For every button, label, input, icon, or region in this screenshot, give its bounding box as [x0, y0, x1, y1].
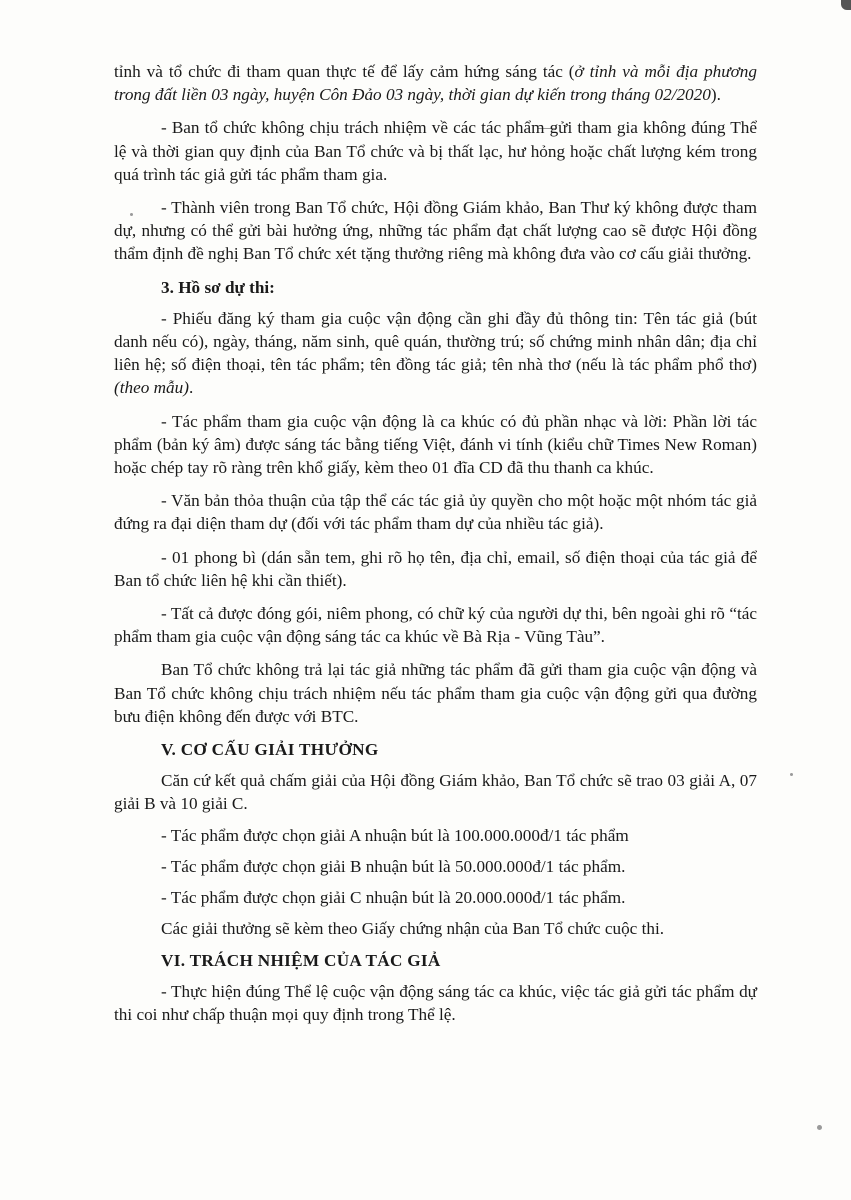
- paragraph: - Tác phẩm tham gia cuộc vận động là ca khúc có đủ phần nhạc và lời: Phần lời tác phẩm (bản ký âm) được sáng tác bằng tiếng Việt, đánh vi tính (kiểu chữ Times New Roman) hoặc chép tay rõ ràng trên khổ giấy, kèm theo 01 đĩa CD đã thu thanh ca khúc.: [114, 411, 757, 478]
- paragraph: - Ban tổ chức không chịu trách nhiệm về các tác phẩm gửi tham gia không đúng Thể lệ và thời gian quy định của Ban Tổ chức và bị thất lạc, hư hỏng hoặc chất lượng kém trong quá trình tác giả gửi tác phẩm tham gia.: [114, 118, 757, 184]
- paragraph: Các giải thưởng sẽ kèm theo Giấy chứng nhận của Ban Tổ chức cuộc thi.: [161, 919, 665, 939]
- page-corner-mark: [841, 0, 851, 10]
- paragraph: Căn cứ kết quả chấm giải của Hội đồng Giám khảo, Ban Tổ chức sẽ trao 03 giải A, 07 giải B và 10 giải C.: [114, 771, 757, 814]
- scan-speck: [817, 1125, 822, 1130]
- paragraph: - Văn bản thỏa thuận của tập thể các tác giả ủy quyền cho một hoặc một nhóm tác giả đứng ra đại diện tham dự (đối với tác phẩm tham dự của nhiều tác giả).: [114, 491, 757, 534]
- paragraph-text: .: [188, 378, 194, 398]
- paragraph: - Thực hiện đúng Thể lệ cuộc vận động sáng tác ca khúc, việc tác giả gửi tác phẩm dự thi coi như chấp thuận mọi quy định trong Thể lệ.: [114, 981, 757, 1024]
- paragraph-text: ).: [710, 85, 721, 105]
- paragraph: [114, 60, 757, 106]
- list-item: - Tác phẩm được chọn giải A nhuận bút là 100.000.000đ/1 tác phẩm: [161, 825, 629, 845]
- paragraph: Ban Tổ chức không trả lại tác giả những tác phẩm đã gửi tham gia cuộc vận động và Ban Tổ chức không chịu trách nhiệm nếu tác phẩm tham gia cuộc vận động gửi qua đường bưu điện không đến được với BTC.: [114, 660, 757, 726]
- section-heading: 3. Hồ sơ dự thi:: [161, 277, 275, 297]
- paragraph-italic-text: (theo mẫu): [114, 378, 189, 398]
- paragraph-text: tỉnh và tổ chức đi tham quan thực tế để lấy cảm hứng sáng tác (: [114, 62, 575, 81]
- section-heading: VI. TRÁCH NHIỆM CỦA TÁC GIẢ: [161, 950, 441, 970]
- document-body: [114, 60, 757, 1036]
- list-item: - Tác phẩm được chọn giải C nhuận bút là 20.000.000đ/1 tác phẩm.: [161, 888, 626, 908]
- scan-speck: [790, 773, 793, 776]
- paragraph: - 01 phong bì (dán sẵn tem, ghi rõ họ tên, địa chỉ, email, số điện thoại của tác giả để Ban tổ chức liên hệ khi cần thiết).: [114, 547, 757, 590]
- paragraph: - Thành viên trong Ban Tổ chức, Hội đồng Giám khảo, Ban Thư ký không được tham dự, nhưng có thể gửi bài hưởng ứng, những tác phẩm đạt chất lượng cao sẽ được Hội đồng thẩm định đề nghị Ban Tổ chức xét tặng thưởng riêng mà không đưa vào cơ cấu giải thưởng.: [114, 198, 757, 264]
- paragraph: [114, 307, 757, 400]
- paragraph-italic-text: ở tỉnh và mỗi địa phương trong đất liền 03 ngày, huyện Côn Đảo 03 ngày, thời gian dự kiến trong tháng 02/2020: [114, 62, 757, 105]
- list-item: - Tác phẩm được chọn giải B nhuận bút là 50.000.000đ/1 tác phẩm.: [161, 856, 626, 876]
- paragraph-text: - Phiếu đăng ký tham gia cuộc vận động cần ghi đầy đủ thông tin: Tên tác giả (bút danh nếu có), ngày, tháng, năm sinh, quê quán, thường trú; số chứng minh nhân dân; địa chỉ liên hệ; số điện thoại, tên tác phẩm; tên đồng tác giả; tên nhà thơ (nếu là tác phẩm phổ thơ): [114, 308, 757, 375]
- section-heading: V. CƠ CẤU GIẢI THƯỞNG: [161, 740, 379, 760]
- paragraph: - Tất cả được đóng gói, niêm phong, có chữ ký của người dự thi, bên ngoài ghi rõ “tác phẩm tham gia cuộc vận động sáng tác ca khúc về Bà Rịa - Vũng Tàu”.: [114, 604, 757, 647]
